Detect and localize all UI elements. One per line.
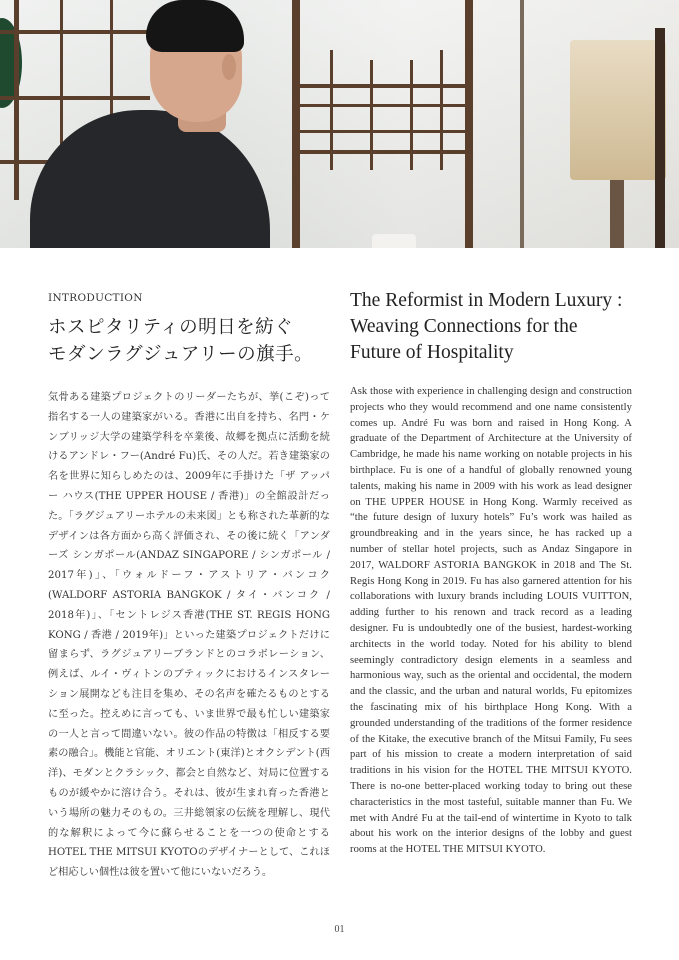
lattice-bar [0,96,150,100]
japanese-body: 気骨ある建築プロジェクトのリーダーたちが、挙(こぞ)って指名する一人の建築家がいる。香港に出自を持ち、名門・ケンブリッジ大学の建築学科を卒業後、故郷を拠点に活動を続けるアンドレ・フー(André Fu)氏、その人だ。若き建築家の名を世界に知らしめたのは、2009年に手掛けた「ザ アッパー ハウス(THE UPPER HOUSE / 香港)」の全館設計だった。「ラグジュアリーホテルの未来図」とも称された革新的なデザインは各方面から高く評価され、その後に続く「アンダーズ シンガポール(ANDAZ SINGAPORE / シンガポール / 2017年)」、「ウォルドーフ・アストリア・バンコク(WALDORF ASTORIA BANGKOK / タイ・バンコク / 2018年)」、「セントレジス香港(THE ST. REGIS HONG KONG / 香港 / 2019年)」といった建築プロジェクトだけに留まらず、ラグジュアリーブランドとのコラボレーション、例えば、ルイ・ヴィトンのブティックにおけるインスタレーション展開なども注目を集め、その名声を確たるものとするに至った。控えめに言っても、いま世界で最も忙しい建築家の一人と言って間違いない。彼の作品の特徴は「相反する要素の融合」。機能と官能、オリエント(東洋)とオクシデント(西洋)、モダンとクラシック、都会と自然など、対局に位置するものが緩やかに溶け合う。それは、彼が生まれ育った香港という場所の魅力そのもの。三井総領家の伝統を理解し、現代的な解釈によって今に蘇らせることを一つの使命とするHOTEL THE MITSUI KYOTOのデザイナーとして、これほど相応しい個性は彼を置いて他にいないだろう。 [48,392,330,879]
english-title-line: The Reformist in Modern Luxury : [350,290,623,311]
lattice-bar [0,30,150,34]
japanese-title [48,314,330,368]
lattice-bar [370,60,373,170]
english-title [350,288,632,366]
lattice-bar [300,130,465,133]
person-ear [222,54,236,80]
lattice-bar [292,0,300,248]
hero-photo [0,0,679,248]
section-label: INTRODUCTION [48,292,143,304]
japanese-column [48,292,330,883]
lattice-bar [465,0,473,248]
person-hair [146,0,244,52]
teacup [372,234,416,248]
lattice-bar [410,60,413,170]
page-number: 01 [334,924,345,935]
lamp-post [655,28,665,248]
english-column [350,288,632,858]
lattice-bar [520,0,524,248]
english-title-line: Future of Hospitality [350,342,514,363]
lamp-shade [570,40,666,180]
lattice-bar [330,50,333,170]
english-body: Ask those with experience in challenging design and construction projects who they would recommend and one name consistently comes up. André Fu was born and raised in Hong Kong. A graduate of the Department of Architecture at the University of Cambridge, he made his name working on notable projects in his birthplace. Fu is one of a handful of globally renowned young talents, making his name in 2009 with his work as lead designer on THE UPPER HOUSE in Hong Kong. Warmly received as “the future design of luxury hotels” Fu’s work was hailed as groundbreaking and in the years since, he has racked up a number of stellar hotel projects, such as Andaz Singapore in 2017, WALDORF ASTORIA BANGKOK in 2018 and The St. Regis Hong Kong in 2019. Fu has also garnered attention for his collaborations with luxury brands including LOUIS VUITTON, adding further to his renown and track record as a leading designer. Fu is undoubtedly one of the busiest, hardest-working architects in the world today. Noted for his ability to blend seemingly contradictory design elements in a seamless and harmonious way, such as the oriental and occidental, the modern and the classic, and the urban and natural worlds, Fu epitomizes the fascinating mix of his birthplace Hong Kong. With a grounded understanding of the traditions of the former residence of the Kitake, the executive branch of the Mitsui Family, Fu sees part of his mission to create a modern interpretation of said traditions in his vision for the HOTEL THE MITSUI KYOTO. There is no-one better-placed working today to bring out these characteristics in the most tasteful, suitable manner than Fu. We met with André Fu at the tail-end of wintertime in Kyoto to talk about his work on the interior designs of the lobby and guest rooms at the HOTEL THE MITSUI KYOTO. [350,386,632,856]
japanese-title-line: ホスピタリティの明日を紡ぐ [48,317,294,338]
english-title-line: Weaving Connections for the [350,316,578,337]
lattice-bar [440,50,443,170]
japanese-title-line: モダンラグジュアリーの旗手。 [48,344,314,365]
lamp-base [610,180,624,248]
